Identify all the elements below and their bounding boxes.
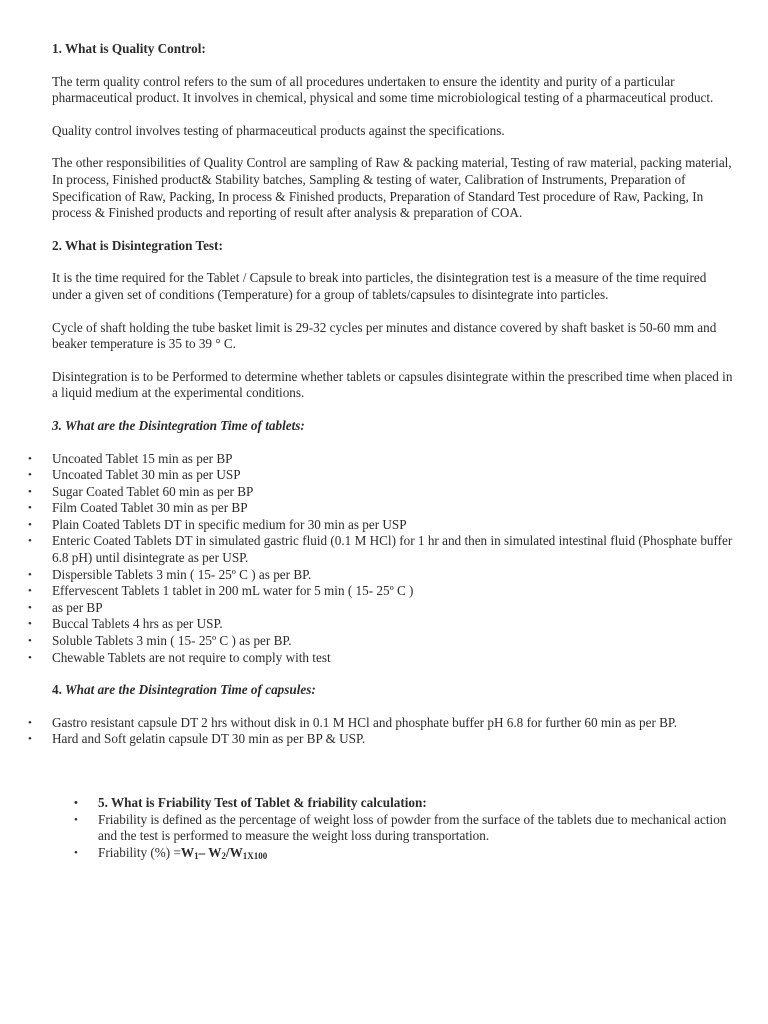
list-item: • Chewable Tablets are not require to comply with test — [52, 650, 736, 667]
formula-label: Friability (%) = — [98, 844, 181, 860]
list-item: • Sugar Coated Tablet 60 min as per BP — [52, 484, 736, 501]
list-item: • Film Coated Tablet 30 min as per BP — [52, 500, 736, 517]
paragraph: Cycle of shaft holding the tube basket limit is 29-32 cycles per minutes and distance covered by shaft basket is 50-60 mm and beaker temperature is 35 to 39 ° C. — [52, 319, 717, 352]
list-item: • Uncoated Tablet 30 min as per USP — [52, 467, 736, 484]
paragraph: The other responsibilities of Quality Control are sampling of Raw & packing material, Testing of raw material, packing material, In process, Finished product& Stability batches, Sampling & testing of water, Calibration of Instruments, Preparation of Specification of Raw, Packing, In process & Finished products, Preparation of Standard Test procedure of Raw, Packing, In process & Finished products and reporting of result after analysis & preparation of COA. — [52, 155, 732, 221]
paragraph: It is the time required for the Tablet / Capsule to break into particles, the disintegration test is a measure of the time required under a given set of conditions (Temperature) for a group of tablets/capsules to disintegrate into particles. — [52, 270, 707, 302]
list-item: • Uncoated Tablet 15 min as per BP — [52, 451, 736, 468]
section-heading-dt-capsules — [52, 682, 736, 699]
formula-term: $W_1-$ $W_2/W_{1X100}$ — [180, 844, 268, 861]
list-item: • Buccal Tablets 4 hrs as per USP. — [52, 616, 736, 633]
section-number: 4. — [52, 682, 62, 698]
section-heading-text: What are the Disintegration Time of capsules: — [64, 682, 316, 698]
paragraph: The term quality control refers to the sum of all procedures undertaken to ensure the identity and purity of a particular pharmaceutical product. It involves in chemical, physical and some time microbiological testing of a pharmaceutical product. — [52, 73, 714, 106]
list-item: • as per BP — [52, 600, 736, 617]
list-item: • Dispersible Tablets 3 min ( 15- 25º C ) as per BP. — [52, 567, 736, 584]
section-heading-dt-tablets: 3. What are the Disintegration Time of tablets: — [52, 417, 305, 433]
list-item: • Effervescent Tablets 1 tablet in 200 mL water for 5 min ( 15- 25º C ) — [52, 583, 736, 600]
paragraph: Quality control involves testing of pharmaceutical products against the specifications. — [52, 122, 505, 138]
list-item: • Friability is defined as the percentage of weight loss of powder from the surface of the tablets due to mechanical action and the test is performed to measure the weight loss during transportation. — [98, 812, 736, 845]
list-item: • Plain Coated Tablets DT in specific medium for 30 min as per USP — [52, 517, 736, 534]
paragraph: Disintegration is to be Performed to determine whether tablets or capsules disintegrate within the prescribed time when placed in a liquid medium at the experimental conditions. — [52, 368, 733, 401]
list-item: • Gastro resistant capsule DT 2 hrs without disk in 0.1 M HCl and phosphate buffer pH 6.8 for further 60 min as per BP. — [52, 715, 736, 732]
friability-formula — [98, 845, 736, 862]
list-item: • Hard and Soft gelatin capsule DT 30 min as per BP & USP. — [52, 731, 736, 748]
section-heading-quality-control: 1. What is Quality Control: — [52, 41, 206, 56]
dt-capsules-list — [52, 715, 736, 748]
dt-tablets-list — [52, 451, 736, 667]
section-heading-friability: • 5. What is Friability Test of Tablet & friability calculation: — [98, 795, 736, 812]
friability-list — [52, 795, 736, 861]
section-heading-disintegration-test: 2. What is Disintegration Test: — [52, 237, 223, 253]
list-item: • Soluble Tablets 3 min ( 15- 25º C ) as per BP. — [52, 633, 736, 650]
list-item: • Enteric Coated Tablets DT in simulated gastric fluid (0.1 M HCl) for 1 hr and then in simulated intestinal fluid (Phosphate buffer 6.8 pH) until disintegrate as per USP. — [52, 533, 736, 566]
